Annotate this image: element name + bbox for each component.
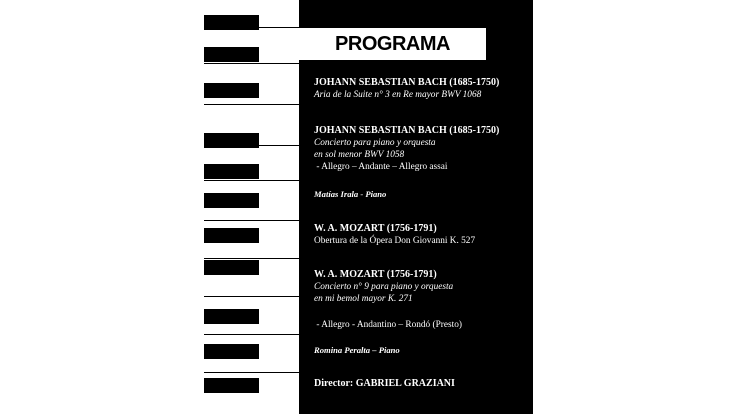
work-movements: - Allegro - Andantino – Rondó (Presto): [314, 320, 462, 330]
work-key: en mi bemol mayor K. 271: [314, 294, 413, 304]
white-key-divider: [204, 104, 299, 105]
white-key-divider: [204, 220, 299, 221]
white-key-divider: [204, 296, 299, 297]
work-movements: - Allegro – Andante – Allegro assai: [314, 162, 448, 172]
black-key: [204, 260, 259, 275]
composer-heading: JOHANN SEBASTIAN BACH (1685-1750): [314, 125, 500, 136]
composer-heading: W. A. MOZART (1756-1791): [314, 223, 437, 234]
composer-heading: JOHANN SEBASTIAN BACH (1685-1750): [314, 77, 500, 88]
composer-heading: W. A. MOZART (1756-1791): [314, 269, 437, 280]
concert-program-poster: [204, 0, 533, 414]
black-key: [204, 378, 259, 393]
director-credit: Director: GABRIEL GRAZIANI: [314, 378, 455, 389]
piano-keyboard: [204, 0, 299, 414]
work-title: Obertura de la Ópera Don Giovanni K. 527: [314, 236, 476, 246]
white-key-divider: [204, 180, 299, 181]
work-title: Concierto para piano y orquesta: [314, 138, 436, 148]
white-key-divider: [204, 258, 299, 259]
performer-credit: Matías Irala - Piano: [314, 189, 387, 199]
title-banner: [299, 28, 486, 60]
black-key: [204, 344, 259, 359]
black-key: [204, 47, 259, 62]
black-key: [204, 15, 259, 30]
work-title: Aria de la Suite n° 3 en Re mayor BWV 1068: [314, 90, 482, 100]
black-key: [204, 309, 259, 324]
work-key: en sol menor BWV 1058: [314, 150, 405, 160]
page-title: PROGRAMA: [335, 33, 450, 55]
performer-credit: Romina Peralta – Piano: [314, 345, 400, 355]
black-key: [204, 164, 259, 179]
black-key: [204, 193, 259, 208]
white-key-divider: [204, 334, 299, 335]
black-key: [204, 83, 259, 98]
work-title: Concierto n° 9 para piano y orquesta: [314, 282, 454, 292]
white-key-divider: [204, 63, 299, 64]
white-key-divider: [204, 372, 299, 373]
black-key: [204, 133, 259, 148]
black-key: [204, 228, 259, 243]
